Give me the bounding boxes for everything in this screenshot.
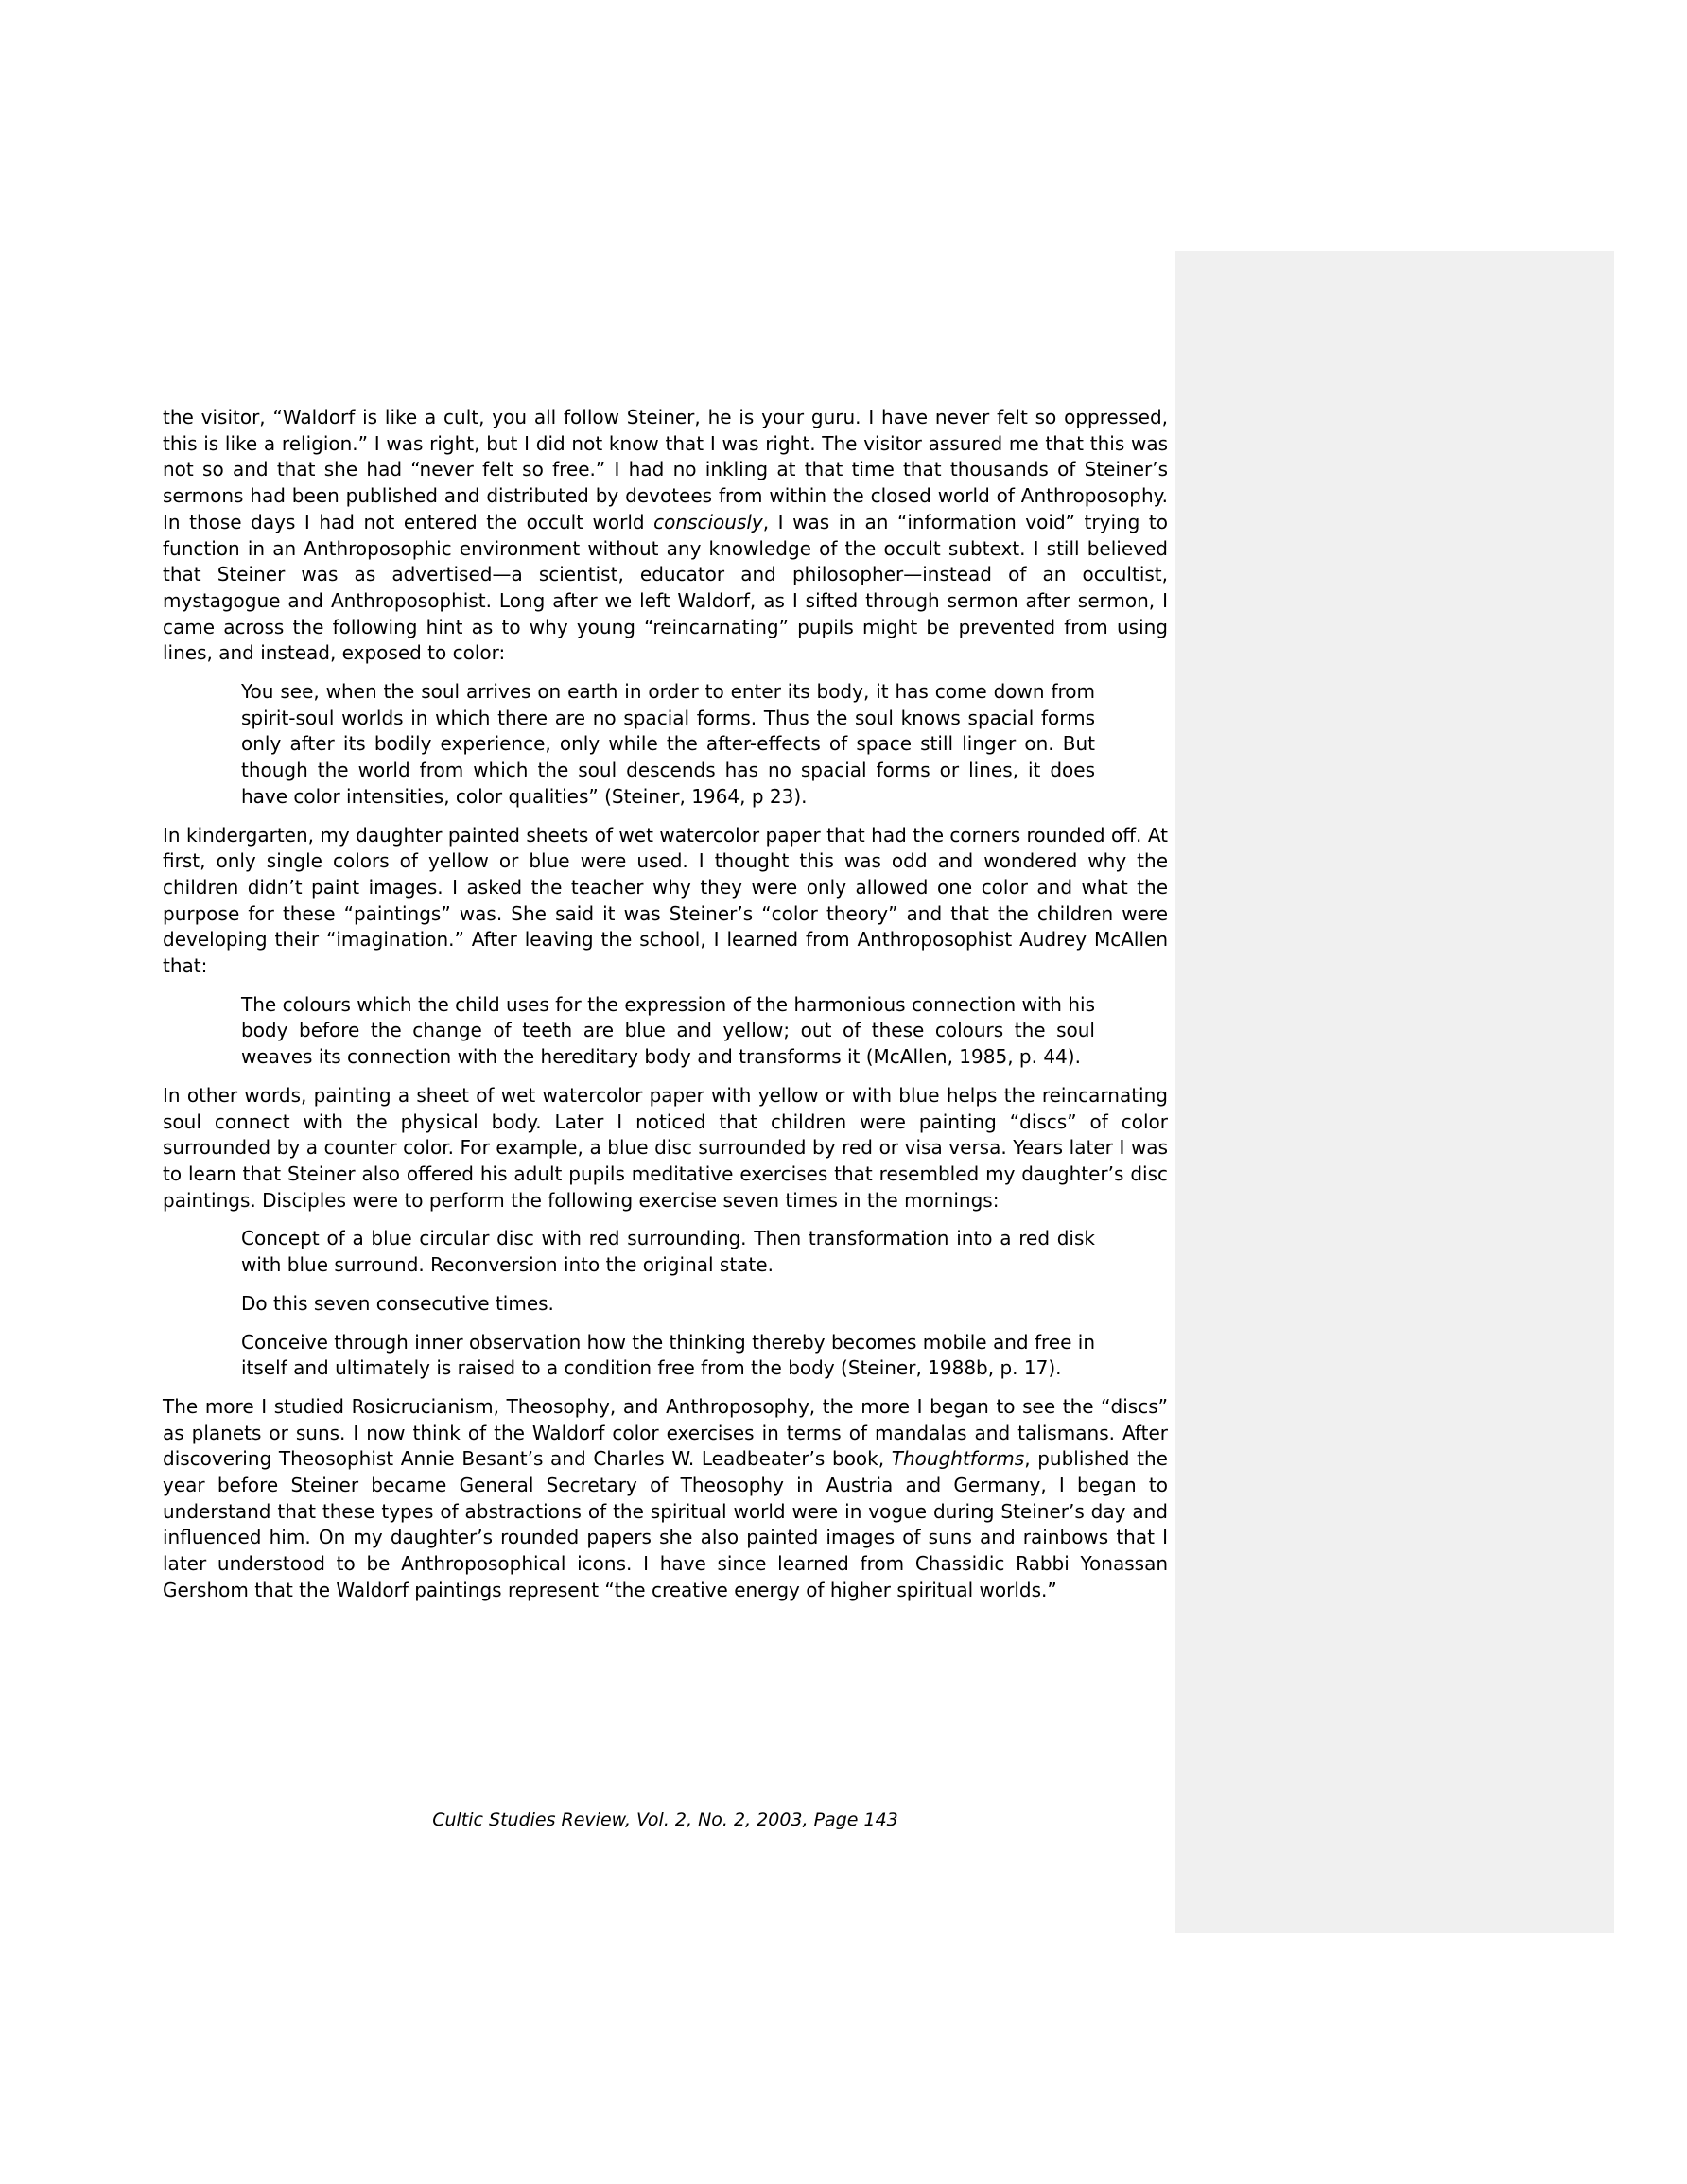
paragraph-visitor-continuation: the visitor, “Waldorf is like a cult, you all follow Steiner, he is your guru. I have never felt so oppressed, this is like a religion.” I was right, but I did not know that I was right. The visitor assured me that this was not so and that she had “never felt so free.” I had no inkling at that time that thousands of Steiner’s sermons had been published and distributed by devotees from within the closed world of Anthroposophy. In those days I had not entered the occult world consciously, I was in an “information void” trying to function in an Anthroposophic environment without any knowledge of the occult subtext. I still believed that Steiner was as advertised—a scientist, educator and philosopher—instead of an occultist, mystagogue and Anthroposophist. Long after we left Waldorf, as I sifted through sermon after sermon, I came across the following hint as to why young “reincarnating” pupils might be prevented from using lines, and instead, exposed to color:	[163, 406, 1169, 665]
paragraph-discs: In other words, painting a sheet of wet watercolor paper with yellow or with blue helps the reincarnating soul connect with the physical body. Later I noticed that children were painting “discs” of color surrounded by a counter color. For example, a blue disc surrounded by red or visa versa. Years later I was to learn that Steiner also offered his adult pupils meditative exercises that resembled my daughter’s disc paintings. Disciples were to perform the following exercise seven times in the mornings:	[163, 1083, 1168, 1212]
steiner-1988b-quote: Conceive through inner observation how the thinking thereby becomes mobile and free in itself and ultimately is raised to a condition free from the body (Steiner, 1988b, p. 17).	[241, 1330, 1095, 1380]
paragraph-thoughtforms: The more I studied Rosicrucianism, Theosophy, and Anthroposophy, the more I began to see the “discs” as planets or suns. I now think of the Waldorf color exercises in terms of mandalas and talismans. After discovering Theosophist Annie Besant’s and Charles W. Leadbeater’s book, Thoughtforms, published the year before Steiner became General Secretary of Theosophy in Austria and Germany, I began to understand that these types of abstractions of the spiritual world were in vogue during Steiner’s day and influenced him. On my daughter’s rounded papers she also painted images of suns and rainbows that I later understood to be Anthroposophical icons. I have since learned from Chassidic Rabbi Yonassan Gershom that the Waldorf paintings represent “the creative energy of higher spiritual worlds.”	[163, 1394, 1168, 1601]
exercise-quote-concept: Concept of a blue circular disc with red surrounding. Then transformation into a red disk with blue surround. Reconversion into the original state.	[241, 1227, 1095, 1277]
mcallen-1985-quote: The colours which the child uses for the expression of the harmonious connection with his body before the change of teeth are blue and yellow; out of these colours the soul weaves its connection with the hereditary body and transforms it (McAllen, 1985, p. 44).	[241, 992, 1095, 1069]
exercise-quote-seven-times: Do this seven consecutive times.	[241, 1291, 554, 1315]
steiner-1964-quote: You see, when the soul arrives on earth in order to enter its body, it has come down from spirit-soul worlds in which there are no spacial forms. Thus the soul knows spacial forms only after its bodily experience, only while the after-effects of space still linger on. But though the world from which the soul descends has no spacial forms or lines, it does have color intensities, color qualities” (Steiner, 1964, p 23).	[241, 680, 1095, 808]
footer-citation: Cultic Studies Review, Vol. 2, No. 2, 2003, Page 143	[432, 1809, 898, 1830]
right-margin-shade	[1175, 251, 1614, 1933]
paragraph-kindergarten: In kindergarten, my daughter painted sheets of wet watercolor paper that had the corners rounded off. At first, only single colors of yellow or blue were used. I thought this was odd and wondered why the children didn’t paint images. I asked the teacher why they were only allowed one color and what the purpose for these “paintings” was. She said it was Steiner’s “color theory” and that the children were developing their “imagination.” After leaving the school, I learned from Anthroposophist Audrey McAllen that:	[163, 823, 1168, 978]
article-text	[163, 405, 1168, 1616]
